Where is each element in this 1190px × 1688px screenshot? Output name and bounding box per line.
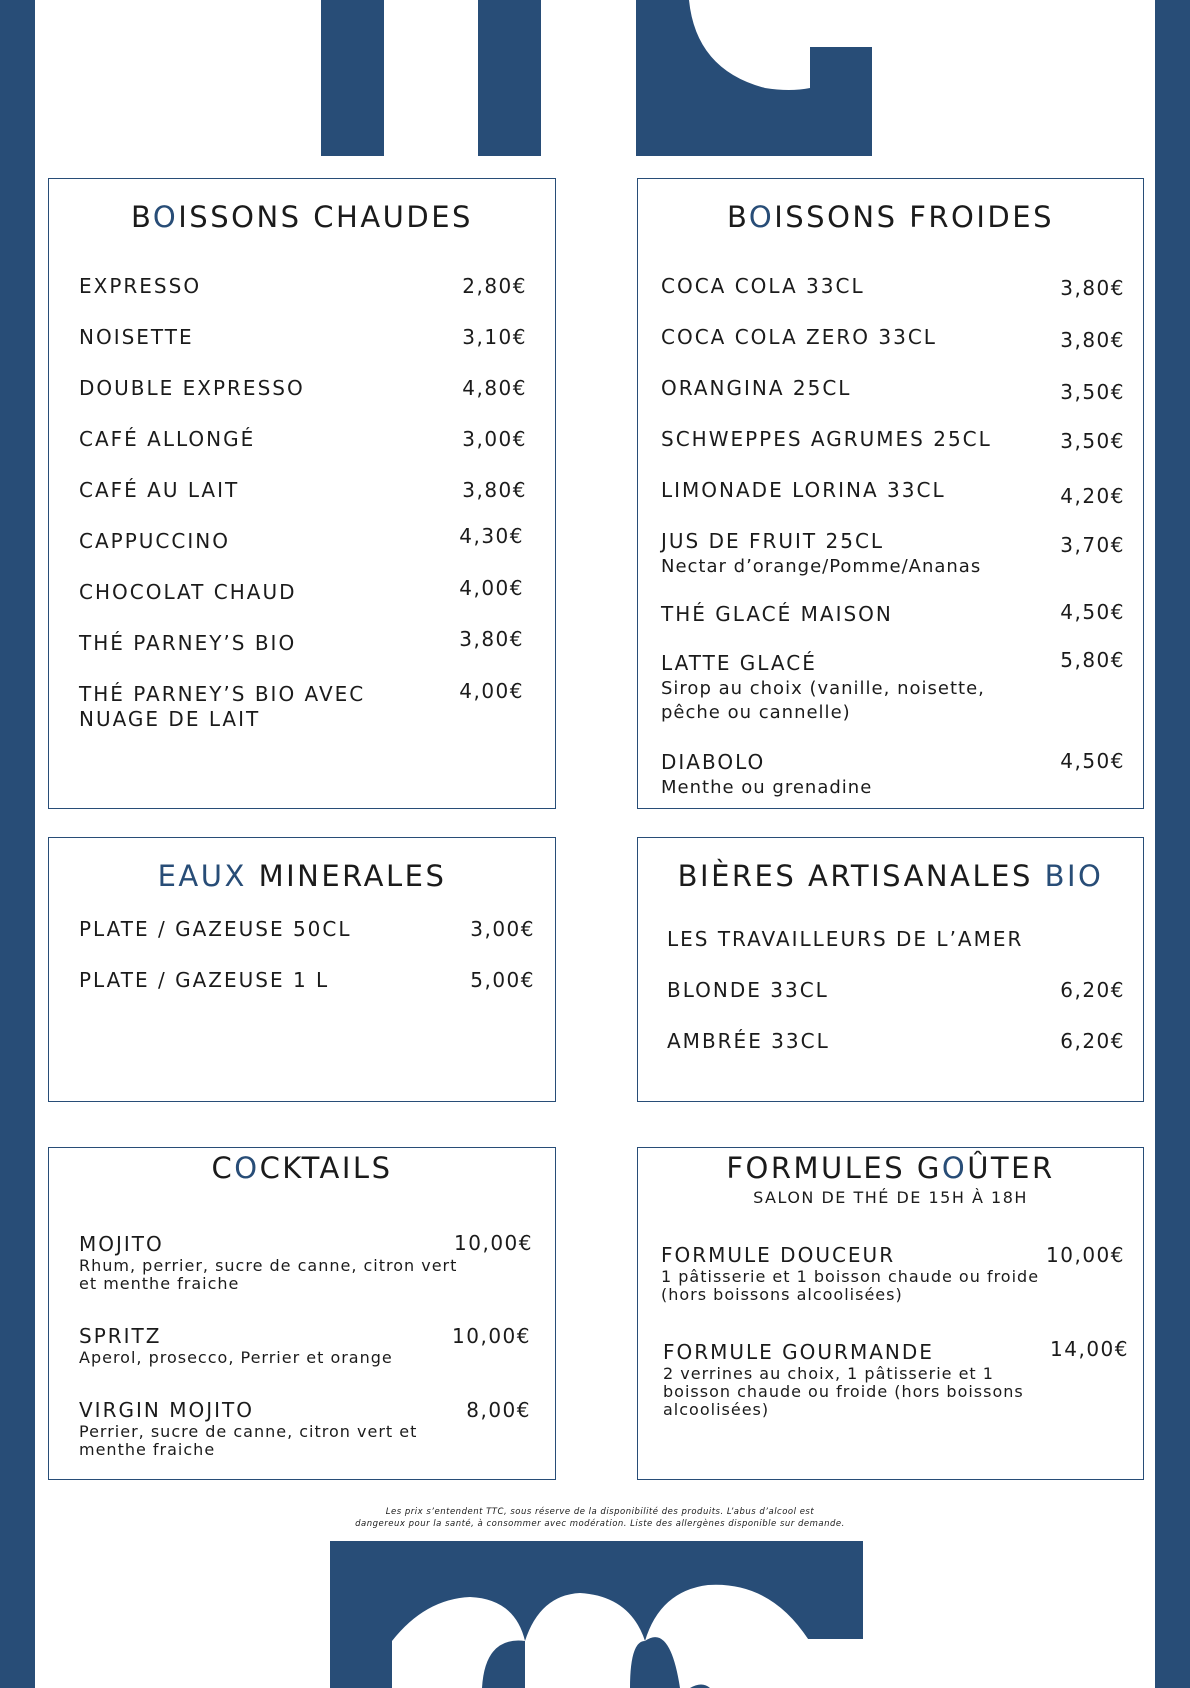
- menu-item-price: 6,20€: [1060, 1029, 1125, 1053]
- menu-item-name: CHOCOLAT CHAUD: [79, 580, 297, 604]
- menu-item-description: Perrier, sucre de canne, citron vert et: [79, 1422, 418, 1441]
- menu-item-price: 8,00€: [466, 1398, 531, 1422]
- menu-item-name: NOISETTE: [79, 325, 194, 349]
- bottom-logo-shape: [330, 1541, 864, 1688]
- menu-item-description: Nectar d’orange/Pomme/Ananas: [661, 556, 982, 577]
- menu-item-name: JUS DE FRUIT 25CL: [661, 529, 885, 553]
- mineral-water-section: [48, 837, 556, 1102]
- menu-item-name: MOJITO: [79, 1232, 164, 1256]
- menu-item-price: 3,50€: [1060, 429, 1125, 453]
- menu-item-description: Sirop au choix (vanille, noisette,: [661, 678, 985, 699]
- menu-item-name: FORMULE GOURMANDE: [663, 1340, 934, 1364]
- menu-item-price: 4,30€: [459, 524, 524, 548]
- menu-item-name: DOUBLE EXPRESSO: [79, 376, 305, 400]
- menu-item-price: 3,80€: [1060, 276, 1125, 300]
- cold-drinks-section: [637, 178, 1144, 809]
- menu-item-name: EXPRESSO: [79, 274, 202, 298]
- menu-item-description-line3: alcoolisées): [663, 1400, 770, 1419]
- title-rest: ISSONS FROIDES: [774, 200, 1054, 234]
- menu-item-name: AMBRÉE 33CL: [667, 1029, 830, 1053]
- menu-item-price: 4,00€: [459, 679, 524, 703]
- title-letter: B: [131, 200, 153, 234]
- menu-item-description: 2 verrines au choix, 1 pâtisserie et 1: [663, 1364, 994, 1383]
- title-accent-letter: O: [748, 200, 775, 234]
- cocktails-title: [49, 1151, 555, 1185]
- craft-beer-section: [637, 837, 1144, 1102]
- title-rest: FORMULES G: [726, 1151, 942, 1185]
- title-rest: ÛTER: [967, 1151, 1055, 1185]
- menu-item-price: 3,50€: [1060, 380, 1125, 404]
- menu-item-description: Aperol, prosecco, Perrier et orange: [79, 1348, 393, 1367]
- title-rest: ISSONS CHAUDES: [178, 200, 473, 234]
- title-letter: C: [211, 1151, 235, 1185]
- menu-item-description: 1 pâtisserie et 1 boisson chaude ou froide: [661, 1267, 1040, 1286]
- cocktails-section: [48, 1147, 556, 1480]
- tea-time-formulas-title: [638, 1151, 1143, 1185]
- title-accent-word: BIO: [1044, 859, 1104, 893]
- menu-item-price: 3,00€: [470, 917, 535, 941]
- menu-item-name: BLONDE 33CL: [667, 978, 829, 1002]
- menu-item-price: 10,00€: [454, 1231, 533, 1255]
- title-accent-letter: O: [152, 200, 179, 234]
- menu-item-price: 14,00€: [1050, 1337, 1129, 1361]
- menu-item-description-line2: pêche ou cannelle): [661, 702, 851, 723]
- menu-item-description-line2: boisson chaude ou froide (hors boissons: [663, 1382, 1024, 1401]
- menu-item-name: SCHWEPPES AGRUMES 25CL: [661, 427, 992, 451]
- menu-item-price: 3,70€: [1060, 533, 1125, 557]
- menu-item-name: COCA COLA ZERO 33CL: [661, 325, 937, 349]
- menu-item-price: 10,00€: [452, 1324, 531, 1348]
- tea-time-hours: SALON DE THÉ DE 15H À 18H: [753, 1188, 1028, 1207]
- title-accent-letter: O: [941, 1151, 968, 1185]
- menu-item-price: 4,80€: [462, 376, 527, 400]
- menu-item-price: 3,80€: [1060, 328, 1125, 352]
- tea-time-formulas-section: [637, 1147, 1144, 1480]
- menu-item-name: COCA COLA 33CL: [661, 274, 865, 298]
- top-logo-shape: [320, 0, 875, 157]
- left-border-bar: [0, 0, 35, 1688]
- legal-disclaimer: [330, 1506, 870, 1530]
- title-accent-letter: O: [234, 1151, 260, 1185]
- disclaimer-line: dangereux pour la santé, à consommer avec modération. Liste des allergènes disponible sur demande.: [355, 1519, 845, 1529]
- menu-item-name: SPRITZ: [79, 1324, 162, 1348]
- menu-item-price: 6,20€: [1060, 978, 1125, 1002]
- menu-item-description: Menthe ou grenadine: [661, 777, 873, 798]
- menu-item-name: THÉ PARNEY’S BIO: [79, 631, 297, 655]
- menu-item-name: THÉ GLACÉ MAISON: [661, 602, 893, 626]
- menu-item-description-line2: et menthe fraiche: [79, 1274, 240, 1293]
- menu-item-name: FORMULE DOUCEUR: [661, 1243, 896, 1267]
- title-accent-word: EAUX: [157, 859, 247, 893]
- cold-drinks-title: [638, 200, 1143, 234]
- menu-item-name: CAFÉ AU LAIT: [79, 478, 240, 502]
- menu-item-price: 5,80€: [1060, 648, 1125, 672]
- menu-item-price: 3,10€: [462, 325, 527, 349]
- menu-item-description-line2: (hors boissons alcoolisées): [661, 1285, 903, 1304]
- menu-item-price: 4,20€: [1060, 484, 1125, 508]
- beer-brand: LES TRAVAILLEURS DE L’AMER: [667, 927, 1024, 951]
- menu-item-name: DIABOLO: [661, 750, 766, 774]
- mineral-water-title: [49, 859, 555, 893]
- menu-item-price: 4,50€: [1060, 600, 1125, 624]
- title-rest: CKTAILS: [259, 1151, 393, 1185]
- menu-item-name: CAFÉ ALLONGÉ: [79, 427, 256, 451]
- title-rest: BIÈRES ARTISANALES: [677, 859, 1045, 893]
- menu-item-name: LATTE GLACÉ: [661, 651, 817, 675]
- menu-item-name: CAPPUCCINO: [79, 529, 230, 553]
- craft-beer-title: [638, 859, 1143, 893]
- menu-item-price: 3,00€: [462, 427, 527, 451]
- menu-item-price: 10,00€: [1046, 1243, 1125, 1267]
- title-rest: MINERALES: [246, 859, 447, 893]
- right-border-bar: [1155, 0, 1190, 1688]
- menu-item-name: PLATE / GAZEUSE 50CL: [79, 917, 352, 941]
- menu-item-price: 4,00€: [459, 576, 524, 600]
- hot-drinks-title: [49, 200, 555, 234]
- menu-item-price: 2,80€: [462, 274, 527, 298]
- hot-drinks-section: [48, 178, 556, 809]
- menu-item-price: 3,80€: [462, 478, 527, 502]
- menu-item-name-line2: NUAGE DE LAIT: [79, 707, 261, 731]
- menu-item-price: 3,80€: [459, 627, 524, 651]
- menu-item-name: PLATE / GAZEUSE 1 L: [79, 968, 330, 992]
- menu-item-name: THÉ PARNEY’S BIO AVEC: [79, 682, 366, 706]
- menu-item-name: LIMONADE LORINA 33CL: [661, 478, 946, 502]
- menu-item-description-line2: menthe fraiche: [79, 1440, 216, 1459]
- title-letter: B: [726, 200, 749, 234]
- menu-item-price: 4,50€: [1060, 749, 1125, 773]
- menu-item-price: 5,00€: [470, 968, 535, 992]
- menu-item-name: ORANGINA 25CL: [661, 376, 852, 400]
- menu-item-description: Rhum, perrier, sucre de canne, citron vert: [79, 1256, 458, 1275]
- menu-item-name: VIRGIN MOJITO: [79, 1398, 254, 1422]
- disclaimer-line: Les prix s’entendent TTC, sous réserve de la disponibilité des produits. L’abus d’alcool est: [385, 1507, 815, 1517]
